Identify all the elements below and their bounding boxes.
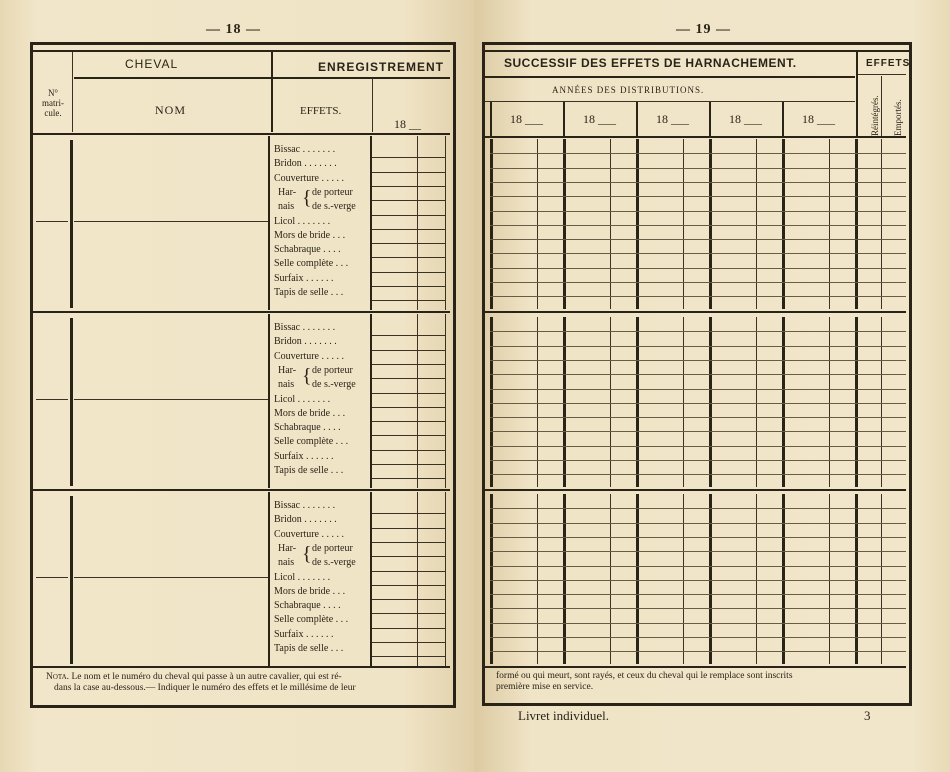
item-harnais-label: nais	[278, 379, 295, 391]
header-successif: SUCCESSIF DES EFFETS DE HARNACHEMENT.	[504, 56, 797, 70]
brace-icon: {	[302, 364, 312, 387]
item-harnais-label: Har-	[278, 542, 297, 554]
page-number-left: — 18 —	[206, 22, 261, 37]
item-label: Bissac . . . . . . .	[274, 144, 336, 155]
right-page	[474, 0, 950, 772]
left-table-frame	[30, 42, 456, 708]
brace-icon: {	[302, 542, 312, 565]
header-effets-right: EFFETS	[866, 58, 911, 69]
item-de-porteur: de porteur	[312, 542, 353, 554]
item-label: Surfaix . . . . . .	[274, 450, 334, 462]
year-header: 18 ___	[729, 112, 762, 126]
item-label: Schabraque . . . .	[274, 244, 341, 256]
item-label: Licol . . . . . . .	[274, 393, 331, 405]
item-de-s-verge: de s.-verge	[312, 557, 356, 569]
header-no-matricule: N° matri- cule.	[42, 88, 64, 118]
header-enregistrement: ENREGISTREMENT	[318, 60, 445, 74]
item-label: Licol . . . . . . .	[274, 215, 331, 227]
year-header: 18 ___	[802, 112, 835, 126]
item-label: Bissac . . . . . . .	[274, 500, 336, 511]
item-harnais-label: nais	[278, 201, 295, 213]
item-label: Couverture . . . . .	[274, 350, 344, 362]
item-label: Mors de bride . . .	[274, 229, 346, 241]
item-label: Selle complète . . .	[274, 436, 349, 448]
item-label: Bissac . . . . . . .	[274, 322, 336, 333]
item-label: Surfaix . . . . . .	[274, 272, 334, 284]
item-label: Tapis de selle . . .	[274, 465, 344, 476]
header-effets: EFFETS.	[300, 105, 342, 117]
item-label: Surfaix . . . . . .	[274, 628, 334, 640]
item-label: Tapis de selle . . .	[274, 643, 344, 654]
nota-left: Nota. Le nom et le numéro du cheval qui passe à un autre cavalier, qui est ré- dans la case au-dessous.— Indiquer le numéro des effets et le millésime de leur	[46, 672, 356, 693]
brace-icon: {	[302, 186, 312, 209]
left-page	[0, 0, 474, 772]
item-label: Schabraque . . . .	[274, 600, 341, 612]
item-harnais-label: nais	[278, 557, 295, 569]
item-harnais-label: Har-	[278, 186, 297, 198]
item-label: Mors de bride . . .	[274, 407, 346, 419]
item-label: Tapis de selle . . .	[274, 287, 344, 298]
header-reintegres: Réintégrés.	[870, 95, 880, 136]
item-label: Couverture . . . . .	[274, 528, 344, 540]
item-de-s-verge: de s.-verge	[312, 201, 356, 213]
footer-title: Livret individuel.	[518, 708, 609, 723]
nota-right: formé ou qui meurt, sont rayés, et ceux du cheval qui le remplace sont inscrits première mise en service.	[496, 671, 793, 692]
header-cheval: CHEVAL	[125, 57, 179, 71]
item-label: Bridon . . . . . . .	[274, 514, 337, 526]
footer-page-number: 3	[864, 708, 871, 723]
year-header: 18 ___	[656, 112, 689, 126]
item-de-s-verge: de s.-verge	[312, 379, 356, 391]
item-label: Schabraque . . . .	[274, 422, 341, 434]
year-header: 18 ___	[583, 112, 616, 126]
item-label: Licol . . . . . . .	[274, 571, 331, 583]
item-label: Mors de bride . . .	[274, 585, 346, 597]
item-label: Bridon . . . . . . .	[274, 336, 337, 348]
year-header: 18 ___	[510, 112, 543, 126]
page-number-right: — 19 —	[676, 22, 731, 37]
header-year: 18 __	[394, 117, 421, 131]
item-de-porteur: de porteur	[312, 186, 353, 198]
item-label: Selle complète . . .	[274, 614, 349, 626]
item-label: Couverture . . . . .	[274, 172, 344, 184]
item-de-porteur: de porteur	[312, 364, 353, 376]
item-harnais-label: Har-	[278, 364, 297, 376]
item-label: Bridon . . . . . . .	[274, 158, 337, 170]
header-emportes: Emportés.	[893, 99, 903, 136]
header-nom: NOM	[155, 103, 187, 117]
item-label: Selle complète . . .	[274, 258, 349, 270]
header-annees: ANNÉES DES DISTRIBUTIONS.	[552, 85, 705, 95]
